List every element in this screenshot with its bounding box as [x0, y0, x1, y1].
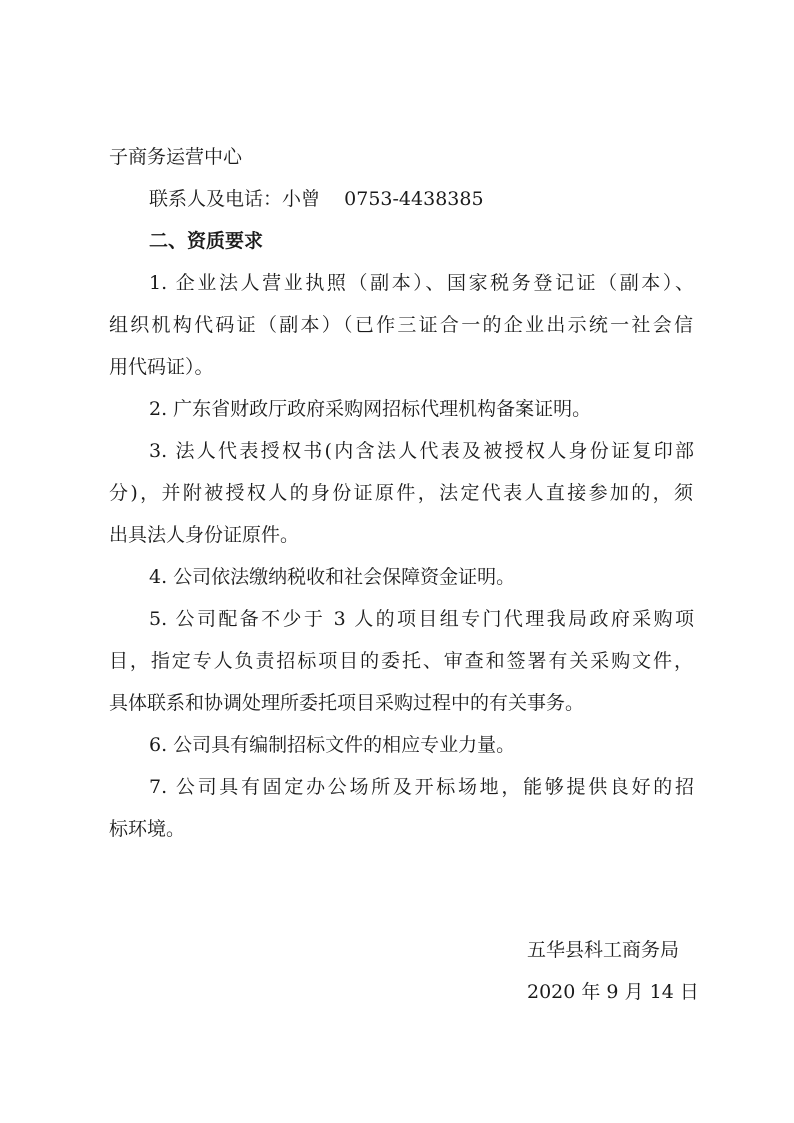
text-line: 组织机构代码证（副本）（已作三证合一的企业出示统一社会信	[109, 314, 693, 336]
text-line: 目，指定专人负责招标项目的委托、审查和签署有关采购文件，	[109, 650, 693, 672]
text-line: 7. 公司具有固定办公场所及开标场地，能够提供良好的招	[149, 776, 694, 798]
text-line: 出具法人身份证原件。	[109, 524, 300, 546]
text-line: 6. 公司具有编制招标文件的相应专业力量。	[149, 734, 516, 756]
text-line: 用代码证）。	[109, 356, 214, 378]
section-heading: 二、资质要求	[149, 230, 264, 252]
text-line: 具体联系和协调处理所委托项目采购过程中的有关事务。	[109, 692, 585, 714]
text-line: 5. 公司配备不少于 3 人的项目组专门代理我局政府采购项	[149, 608, 694, 630]
text-line: 3. 法人代表授权书(内含法人代表及被授权人身份证复印部	[149, 440, 694, 462]
text-line: 1. 企业法人营业执照（副本）、国家税务登记证（副本）、	[149, 272, 694, 294]
text-line: 子商务运营中心	[109, 146, 243, 168]
signature-date: 2020 年 9 月 14 日	[527, 981, 699, 1003]
signature-org: 五华县科工商务局	[527, 939, 680, 961]
text-line: 标环境。	[109, 818, 186, 840]
text-line: 4. 公司依法缴纳税收和社会保障资金证明。	[149, 566, 516, 588]
text-line: 分)，并附被授权人的身份证原件，法定代表人直接参加的，须	[109, 482, 693, 504]
contact-line: 联系人及电话：小曾 0753-4438385	[149, 188, 484, 210]
text-line: 2. 广东省财政厅政府采购网招标代理机构备案证明。	[149, 398, 592, 420]
